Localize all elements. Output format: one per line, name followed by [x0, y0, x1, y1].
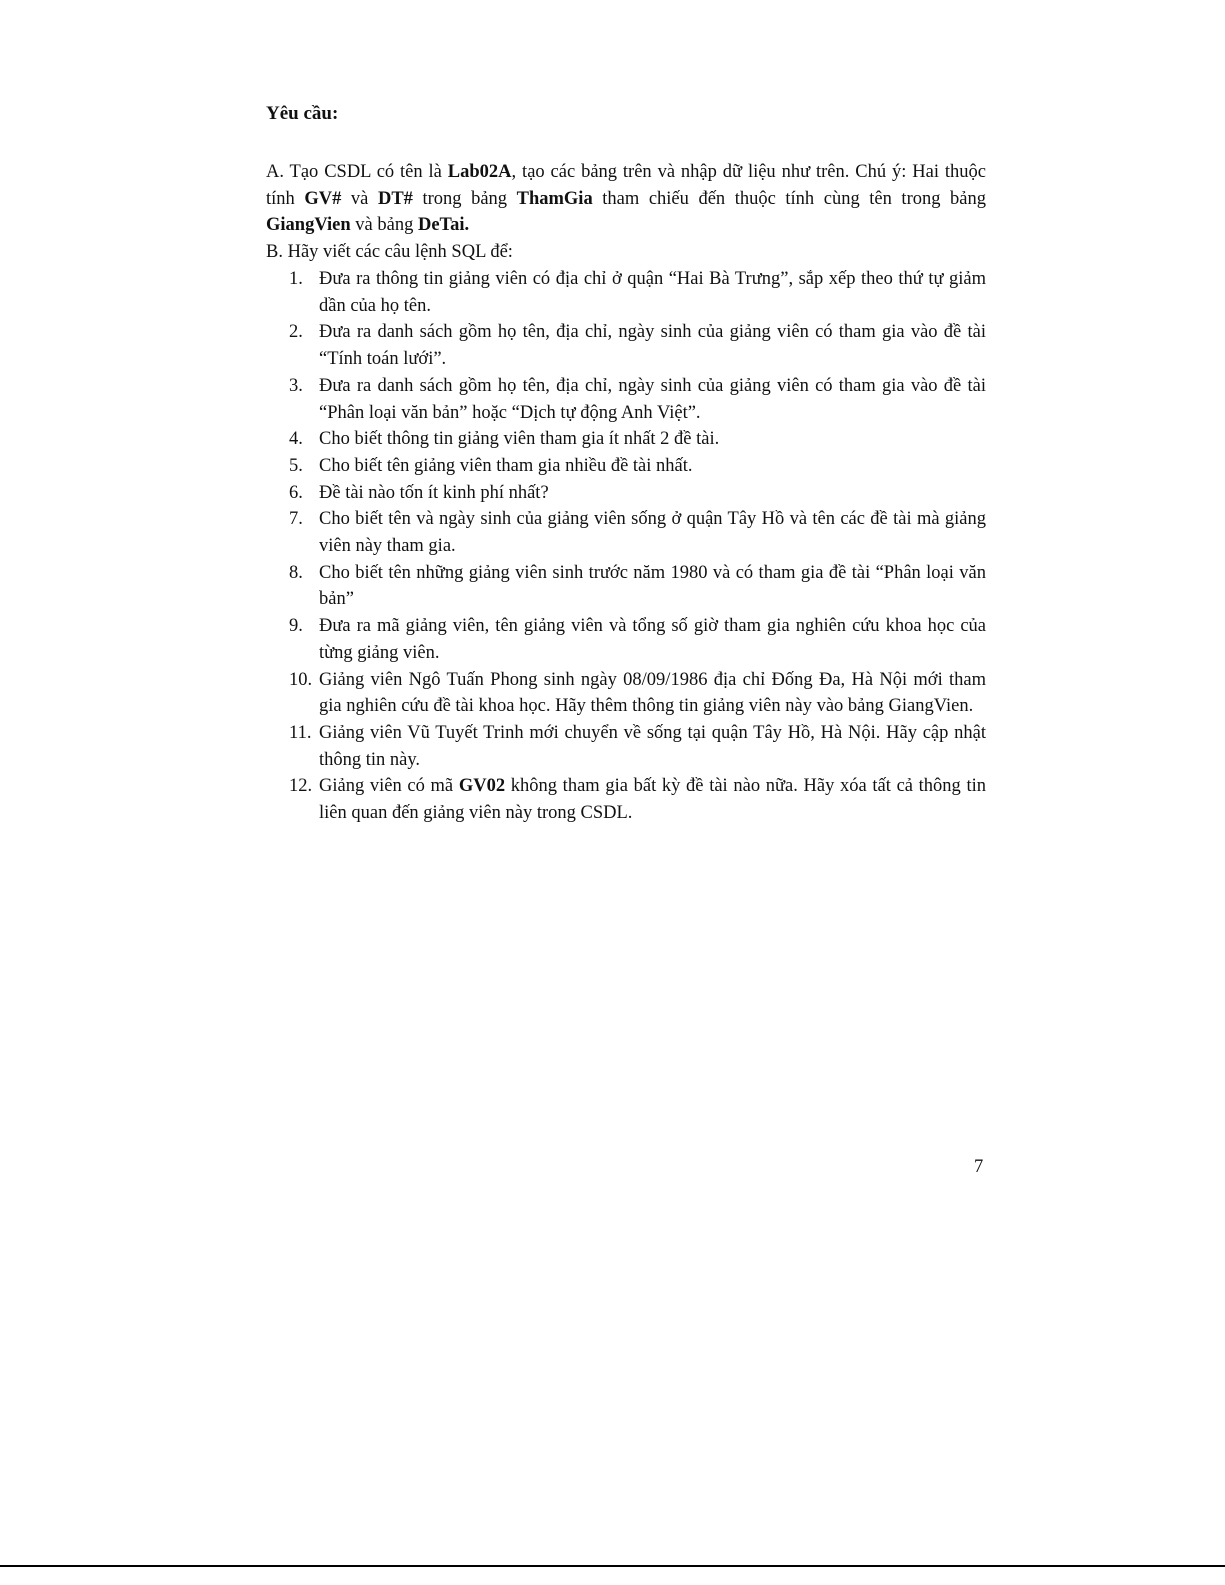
item-text: Đưa ra mã giảng viên, tên giảng viên và tổng số giờ tham gia nghiên cứu khoa học của từng giảng viên. [319, 616, 986, 663]
part-a-text: , tạo các bảng trên và nhập dữ liệu như trên. Chú ý: Hai thuộc tính [266, 162, 986, 209]
table-detai: DeTai. [417, 215, 470, 236]
item-number: 2. [289, 322, 303, 343]
item-text: Giảng viên Ngô Tuấn Phong sinh ngày 08/09/1986 địa chỉ Đống Đa, Hà Nội mới tham gia nghiên cứu đề tài khoa học. Hãy thêm thông tin giảng viên này vào bảng GiangVien. [319, 669, 986, 717]
part-a-paragraph [266, 159, 986, 239]
part-a-text: trong bảng [412, 188, 517, 209]
item-text: Cho biết tên những giảng viên sinh trước năm 1980 và có tham gia đề tài “Phân loại văn bản” [319, 562, 986, 610]
list-item [289, 453, 986, 480]
list-item [289, 426, 986, 453]
item-text: Đưa ra danh sách gồm họ tên, địa chỉ, ngày sinh của giảng viên có tham gia vào đề tài “Tính toán lưới”. [319, 322, 986, 370]
list-item [289, 266, 986, 319]
list-item [289, 319, 986, 372]
table-thamgia: ThamGia [516, 188, 593, 209]
item-number: 6. [289, 482, 303, 503]
bottom-divider [0, 1565, 1225, 1567]
list-item [289, 613, 986, 666]
part-a-text: A. Tạo CSDL có tên là [266, 162, 448, 182]
item-text: Đưa ra danh sách gồm họ tên, địa chỉ, ngày sinh của giảng viên có tham gia vào đề tài “Phân loại văn bản” hoặc “Dịch tự động Anh Việt”. [319, 375, 986, 423]
page-number: 7 [974, 1157, 984, 1177]
table-giangvien: GiangVien [266, 215, 351, 236]
database-name: Lab02A [447, 162, 512, 182]
lecturer-code: GV02 [458, 776, 506, 797]
item-number: 3. [289, 375, 303, 396]
requirements-list [289, 266, 986, 827]
part-a-text: và bảng [350, 215, 418, 236]
part-a-text: tham chiếu đến thuộc tính cùng tên trong bảng [592, 188, 987, 209]
list-item [289, 720, 986, 773]
item-text: không tham gia bất kỳ đề tài nào nữa. Hãy xóa tất cả thông tin liên quan đến giảng viên này trong CSDL. [319, 776, 987, 824]
list-item [289, 773, 986, 826]
item-number: 9. [289, 616, 303, 637]
attribute-dt: DT# [377, 188, 413, 209]
list-item [289, 373, 986, 426]
item-number: 5. [289, 455, 303, 476]
attribute-gv: GV# [304, 188, 342, 209]
item-number: 1. [289, 269, 303, 289]
list-item [289, 480, 986, 507]
item-number: 8. [289, 562, 303, 583]
item-number: 12. [289, 776, 313, 797]
list-item [289, 506, 986, 559]
item-text: Cho biết tên và ngày sinh của giảng viên sống ở quận Tây Hồ và tên các đề tài mà giảng viên này tham gia. [319, 509, 986, 557]
item-text: Giảng viên có mã [319, 776, 459, 797]
item-text: Đưa ra thông tin giảng viên có địa chỉ ở quận “Hai Bà Trưng”, sắp xếp theo thứ tự giảm dần của họ tên. [319, 269, 986, 316]
item-text: Giảng viên Vũ Tuyết Trinh mới chuyển về sống tại quận Tây Hồ, Hà Nội. Hãy cập nhật thông tin này. [319, 722, 986, 770]
part-a-text: và [341, 188, 378, 209]
item-number: 7. [289, 509, 303, 530]
item-number: 10. [289, 669, 313, 690]
item-text: Cho biết thông tin giảng viên tham gia ít nhất 2 đề tài. [319, 429, 720, 450]
list-item [289, 667, 986, 720]
item-text: Đề tài nào tốn ít kinh phí nhất? [319, 482, 549, 503]
part-b-intro: B. Hãy viết các câu lệnh SQL để: [266, 242, 513, 262]
item-text: Cho biết tên giảng viên tham gia nhiều đề tài nhất. [319, 455, 693, 476]
list-item [289, 560, 986, 613]
item-number: 11. [289, 722, 312, 743]
item-number: 4. [289, 429, 303, 450]
section-heading: Yêu cầu: [266, 103, 339, 124]
